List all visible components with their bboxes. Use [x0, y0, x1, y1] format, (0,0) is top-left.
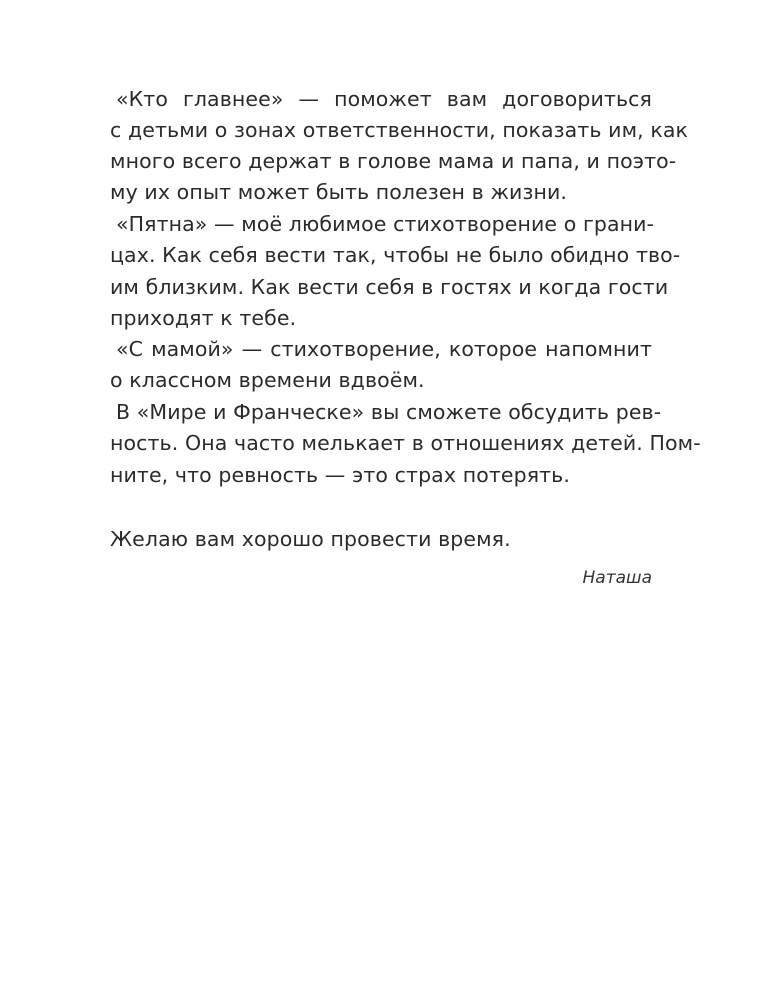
- closing-line: Желаю вам хорошо провести время.: [110, 527, 511, 551]
- paragraph-1-line-1: «Кто главнее» — поможет вам договориться: [116, 87, 652, 111]
- paragraph-1-line-4: му их опыт может быть полезен в жизни.: [110, 180, 568, 204]
- paragraph-4-line-2: ность. Она часто мелькает в отношениях детей. Пом-: [110, 431, 701, 455]
- paragraph-2-line-1: «Пятна» — моё любимое стихотворение о грани-: [116, 212, 655, 236]
- paragraph-3-line-1: «С мамой» — стихотворение, которое напомнит: [116, 337, 652, 361]
- paragraph-4-line-3: ните, что ревность — это страх потерять.: [110, 463, 570, 487]
- paragraph-4-line-1: В «Мире и Франческе» вы сможете обсудить рев-: [116, 400, 662, 424]
- paragraph-2-line-3: им близким. Как вести себя в гостях и когда гости: [110, 275, 669, 299]
- paragraph-1-line-3: много всего держат в голове мама и папа, и поэто-: [110, 149, 677, 173]
- paragraph-2-line-4: приходят к тебе.: [110, 306, 297, 330]
- signature: Наташа: [582, 568, 652, 588]
- paragraph-3-line-2: о классном времени вдвоём.: [110, 368, 425, 392]
- paragraph-2-line-2: цах. Как себя вести так, чтобы не было обидно тво-: [110, 243, 681, 267]
- paragraph-1-line-2: с детьми о зонах ответственности, показать им, как: [110, 118, 688, 142]
